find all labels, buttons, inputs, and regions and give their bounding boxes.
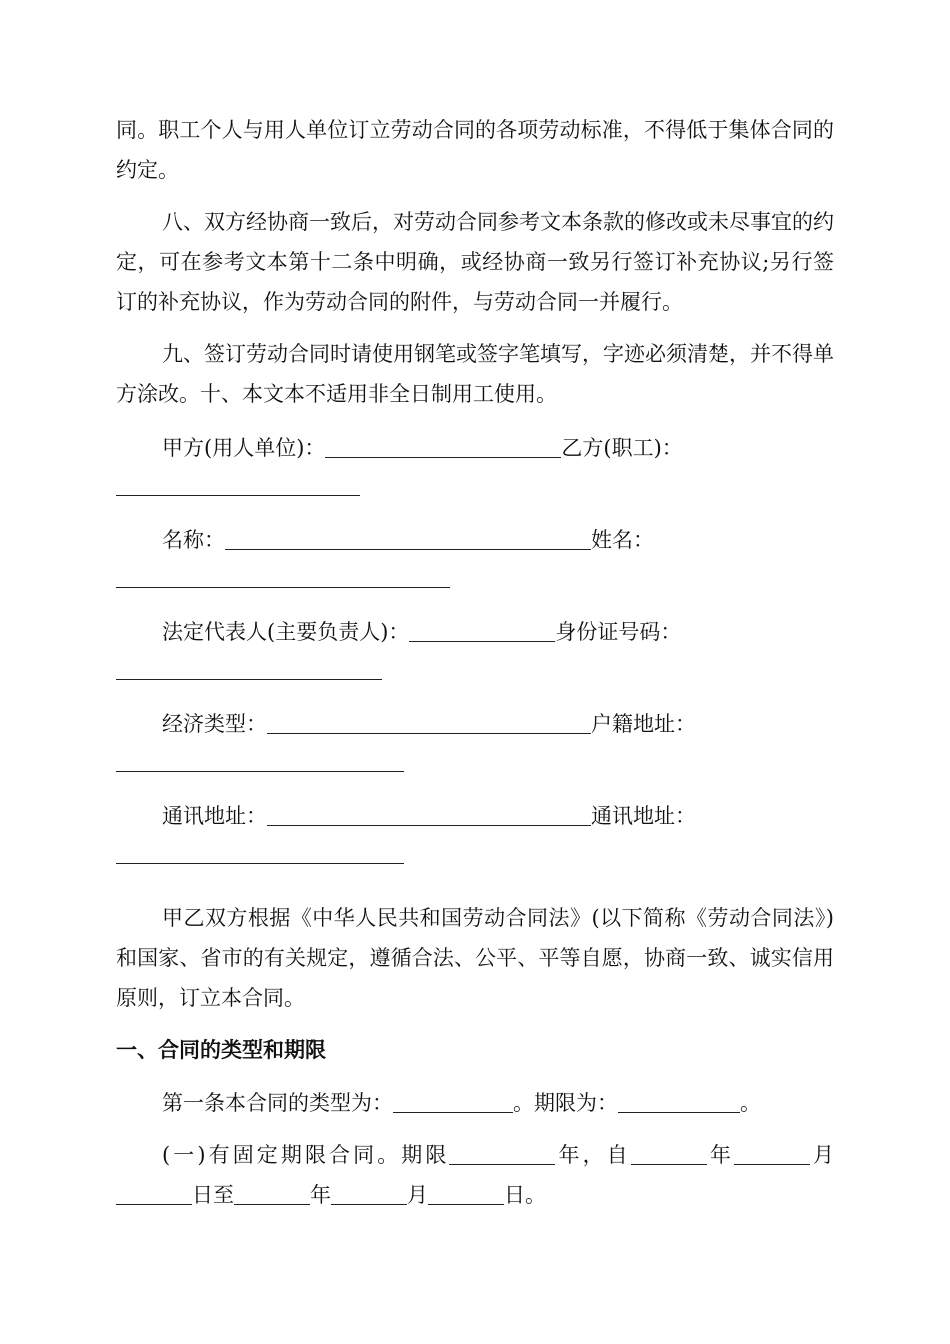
form-row-econ	[116, 702, 834, 746]
econ-type-blank[interactable]	[267, 732, 591, 734]
paragraph-continuation: 同。职工个人与用人单位订立劳动合同的各项劳动标准，不得低于集体合同的约定。	[116, 118, 834, 182]
form-row-name	[116, 518, 834, 562]
term-years-blank[interactable]	[449, 1163, 555, 1165]
contract-term-blank[interactable]	[618, 1111, 740, 1113]
contact-addr-b-blank[interactable]	[116, 862, 404, 864]
unit-month-2: 月	[407, 1183, 428, 1207]
person-name-label: 姓名：	[591, 528, 654, 552]
fixed-term-clause	[116, 1135, 834, 1215]
contact-addr-a-label: 通讯地址：	[162, 804, 267, 828]
household-addr-label: 户籍地址：	[591, 712, 696, 736]
form-under-legal	[116, 654, 834, 702]
fixed-term-prefix: (一)有固定期限合同。期限	[162, 1143, 450, 1167]
document-content	[116, 110, 834, 1215]
unit-month: 月	[809, 1143, 835, 1167]
party-a-label: 甲方(用人单位)：	[162, 436, 326, 460]
paragraph-item-8: 八、双方经协商一致后，对劳动合同参考文本条款的修改或未尽事宜的约定，可在参考文本第十二条中明确，或经协商一致另行签订补充协议;另行签订的补充协议，作为劳动合同的附件，与劳动合同一并履行。	[116, 210, 834, 314]
form-under-econ	[116, 746, 834, 794]
section-heading: 一、合同的类型和期限	[116, 1038, 326, 1062]
legal-rep-label: 法定代表人(主要负责人)：	[162, 620, 410, 644]
contract-type-blank[interactable]	[393, 1111, 513, 1113]
start-year-blank[interactable]	[631, 1163, 707, 1165]
form-under-contact	[116, 838, 834, 886]
contact-addr-b-label: 通讯地址：	[591, 804, 696, 828]
id-number-blank[interactable]	[116, 678, 382, 680]
party-info-form	[116, 426, 834, 886]
end-year-blank[interactable]	[234, 1203, 310, 1205]
form-under-name	[116, 562, 834, 610]
id-number-label: 身份证号码：	[555, 620, 682, 644]
end-day-blank[interactable]	[428, 1203, 504, 1205]
unit-day-end: 日。	[504, 1183, 546, 1207]
end-month-blank[interactable]	[331, 1203, 407, 1205]
unit-year-3: 年	[310, 1183, 331, 1207]
name-label: 名称：	[162, 528, 225, 552]
party-b-blank[interactable]	[116, 494, 360, 496]
article-1-mid: 。期限为：	[513, 1091, 618, 1115]
contact-addr-a-blank[interactable]	[267, 824, 591, 826]
party-b-label: 乙方(职工)：	[561, 436, 683, 460]
form-row-contact	[116, 794, 834, 838]
start-day-blank[interactable]	[116, 1203, 192, 1205]
paragraph-item-9: 九、签订劳动合同时请使用钢笔或签字笔填写，字迹必须清楚，并不得单方涂改。十、本文本不适用非全日制用工使用。	[116, 342, 834, 406]
start-month-blank[interactable]	[734, 1163, 810, 1165]
intro-paragraph: 甲乙双方根据《中华人民共和国劳动合同法》(以下简称《劳动合同法》)和国家、省市的有关规定，遵循合法、公平、平等自愿，协商一致、诚实信用原则，订立本合同。	[116, 906, 834, 1010]
article-1-end: 。	[740, 1091, 761, 1115]
econ-type-label: 经济类型：	[162, 712, 267, 736]
legal-rep-blank[interactable]	[409, 640, 555, 642]
form-row-party	[116, 426, 834, 470]
unit-day-to: 日至	[192, 1183, 234, 1207]
unit-year: 年，自	[555, 1143, 631, 1167]
form-row-legal	[116, 610, 834, 654]
person-name-blank[interactable]	[116, 586, 450, 588]
name-blank[interactable]	[225, 548, 591, 550]
unit-year-2: 年	[706, 1143, 734, 1167]
article-1-prefix: 第一条本合同的类型为：	[162, 1091, 393, 1115]
household-addr-blank[interactable]	[116, 770, 404, 772]
article-1	[116, 1083, 834, 1123]
form-under-party	[116, 470, 834, 518]
party-a-blank[interactable]	[325, 456, 561, 458]
